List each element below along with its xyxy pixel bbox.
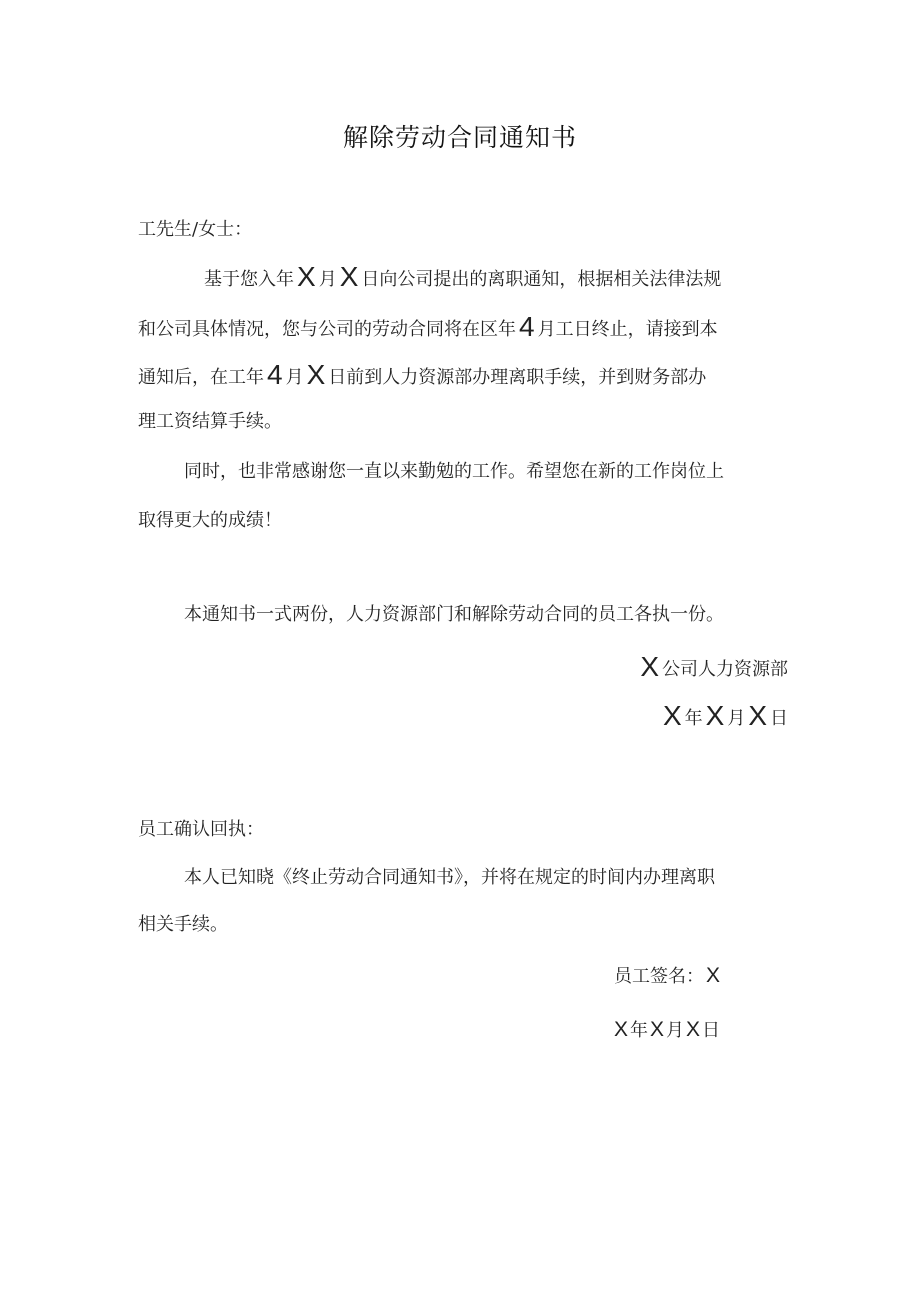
issuer-date-month: 月 (727, 708, 746, 729)
para1-line1 (204, 261, 722, 292)
issuer-dept (637, 651, 788, 682)
receipt-date-day: 日 (702, 1020, 721, 1041)
receipt-date-year: 年 (630, 1020, 649, 1041)
issuer-date (660, 700, 788, 731)
para1-line1-x1: X (297, 261, 316, 292)
receipt-date-month: 月 (666, 1020, 685, 1041)
para1-line3-num: 4 (267, 359, 283, 390)
document-title: 解除劳动合同通知书 (342, 123, 577, 152)
para1-line1-c: 日向公司提出的离职通知，根据相关法律法规 (361, 269, 722, 290)
issuer-date-x3: X (748, 700, 767, 731)
para1-line3 (138, 359, 707, 390)
para1-line4: 理工资结算手续。 (138, 411, 282, 432)
para1-line2 (138, 311, 718, 342)
receipt-signature (614, 964, 722, 989)
issuer-x: X (640, 651, 659, 682)
para1-line1-a: 基于您入年 (204, 269, 294, 290)
para1-line1-x2: X (339, 261, 359, 292)
issuer-date-x2: X (705, 700, 725, 731)
receipt-date-x3: X (686, 1018, 701, 1041)
para1-line3-b: 月 (285, 367, 304, 388)
para2-line1: 同时，也非常感谢您一直以来勤勉的工作。希望您在新的工作岗位上 (184, 461, 724, 482)
issuer-date-year: 年 (684, 708, 703, 729)
receipt-date-x2: X (650, 1018, 665, 1041)
para1-line2-num: 4 (519, 311, 535, 342)
issuer-dept-label: 公司人力资源部 (662, 659, 788, 680)
signature-value: X (706, 964, 721, 987)
para1-line1-b: 月 (318, 269, 337, 290)
receipt-date (612, 1018, 720, 1043)
para2-line2: 取得更大的成绩！ (138, 510, 282, 531)
issuer-date-day: 日 (770, 708, 788, 729)
receipt-line2: 相关手续。 (138, 914, 228, 935)
signature-label: 员工签名： (614, 966, 704, 987)
para3-line: 本通知书一式两份，人力资源部门和解除劳动合同的员工各执一份。 (184, 604, 724, 625)
para1-line2-b: 月工日终止，请接到本 (537, 319, 718, 340)
para1-line2-a: 和公司具体情况，您与公司的劳动合同将在区年 (138, 319, 516, 340)
issuer-date-x1: X (662, 700, 682, 731)
salutation: 工先生/女士： (138, 219, 253, 240)
receipt-date-x1: X (614, 1018, 629, 1041)
para1-line3-c: 日前到人力资源部办理离职手续，并到财务部办 (328, 367, 707, 388)
para1-line3-x: X (306, 359, 326, 390)
receipt-line1: 本人已知晓《终止劳动合同通知书》，并将在规定的时间内办理离职 (184, 867, 715, 888)
receipt-heading: 员工确认回执： (138, 819, 264, 840)
para1-line3-a: 通知后，在工年 (138, 367, 264, 388)
